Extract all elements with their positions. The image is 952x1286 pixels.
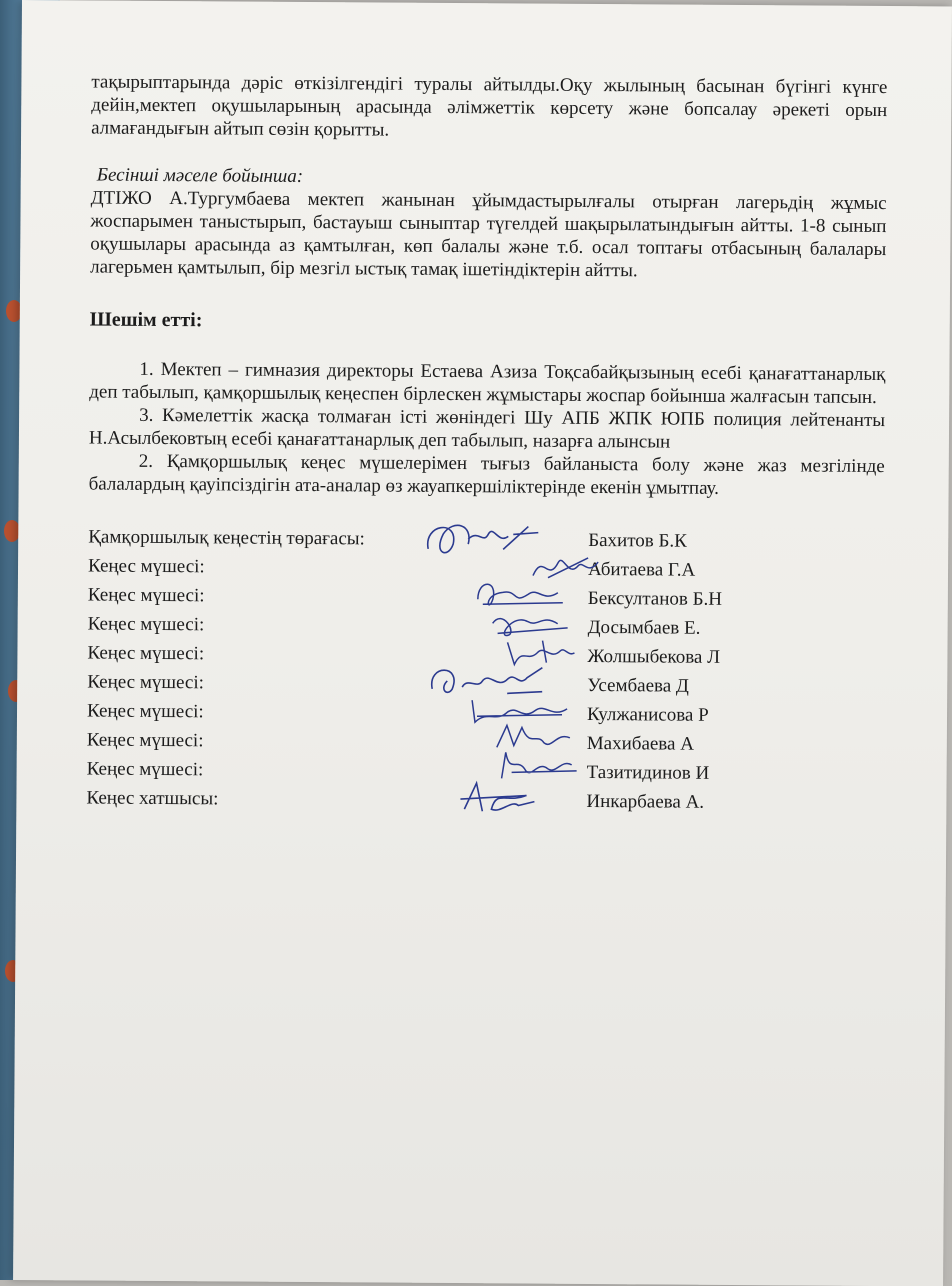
signature-row [86, 786, 882, 821]
signatory-role: Кеңес мүшесі: [86, 729, 204, 752]
signatory-role: Кеңес мүшесі: [87, 555, 205, 578]
fifth-issue-text: ДТІЖО А.Тургумбаева мектеп жанынан ұйымдастырылғалы отырған лагерьдің жұмыс жоспарымен таныстырып, бастауыш сыныптар түгелдей шақырылатындығын айтты. 1-8 сынып оқушылары арасында аз қамтылған, көп балалы және т.б. осал топтағы отбасының балалары лагерьмен қамтылып, бір мезгіл ыстық тамақ ішетіндіктерін айтты. [90, 187, 887, 282]
signatory-role: Кеңес мүшесі: [87, 642, 205, 665]
signatory-name: Тазитидинов И [586, 761, 710, 784]
signatory-name: Жолшыбекова Л [587, 645, 721, 668]
signatory-role: Кеңес мүшесі: [87, 671, 205, 694]
document-text [86, 70, 887, 821]
signatory-name: Кулжанисова Р [586, 703, 709, 726]
signatory-name: Инкарбаева А. [586, 790, 705, 813]
decision-title: Шешім етті: [89, 308, 203, 332]
decision-item: 3. Кәмелеттік жасқа толмаған істі жөніндегі Шу АПБ ЖПК ЮПБ полиция лейтенанты Н.Асылбековтың есебі қанағаттанарлық деп табылып, назарға алынсын [88, 404, 886, 453]
intro-paragraph: тақырыптарында дәріс өткізілгендігі туралы айтылды.Оқу жылының басынан бүгінгі күнге дейін,мектеп оқушыларының арасында әлімжеттік көрсету және бопсалау әрекеті орын алмағандығын айтып сөзін қорытты. [91, 71, 888, 141]
signatory-name: Бахитов Б.К [588, 529, 687, 552]
signatory-name: Абитаева Г.А [587, 558, 696, 581]
signatory-name: Досымбаев Е. [587, 616, 701, 639]
signatory-role: Кеңес хатшысы: [86, 787, 219, 810]
decision-item: 1. Мектеп – гимназия директоры Естаева Азиза Тоқсабайқызының есебі қанағаттанарлық деп табылып, қамқоршылық кеңеспен бірлескен жұмыстары жоспар бойынша жалғасын тапсын. [89, 358, 886, 408]
signatory-role: Кеңес мүшесі: [87, 613, 205, 636]
signatory-name: Махибаева А [586, 732, 695, 755]
signatures-table [86, 525, 884, 821]
decision-item: 2. Қамқоршылық кеңес мүшелерімен тығыз байланыста болу және жаз мезгілінде балалардың қауіпсіздігін ата-аналар өз жауапкершіліктерінде екенін ұмытпау. [88, 450, 885, 499]
signatory-role: Кеңес мүшесі: [87, 584, 205, 607]
handwritten-signature [516, 789, 586, 818]
signatory-name: Бексултанов Б.Н [587, 587, 723, 610]
signatory-role: Кеңес мүшесі: [86, 758, 204, 781]
document-sheet [13, 0, 952, 1286]
signatory-name: Усембаева Д [587, 674, 690, 697]
fifth-issue-heading: Бесінші мәселе бойынша: [96, 164, 304, 187]
signatory-role: Қамқоршылық кеңестің төрағасы: [88, 526, 365, 550]
signatory-role: Кеңес мүшесі: [86, 700, 204, 723]
